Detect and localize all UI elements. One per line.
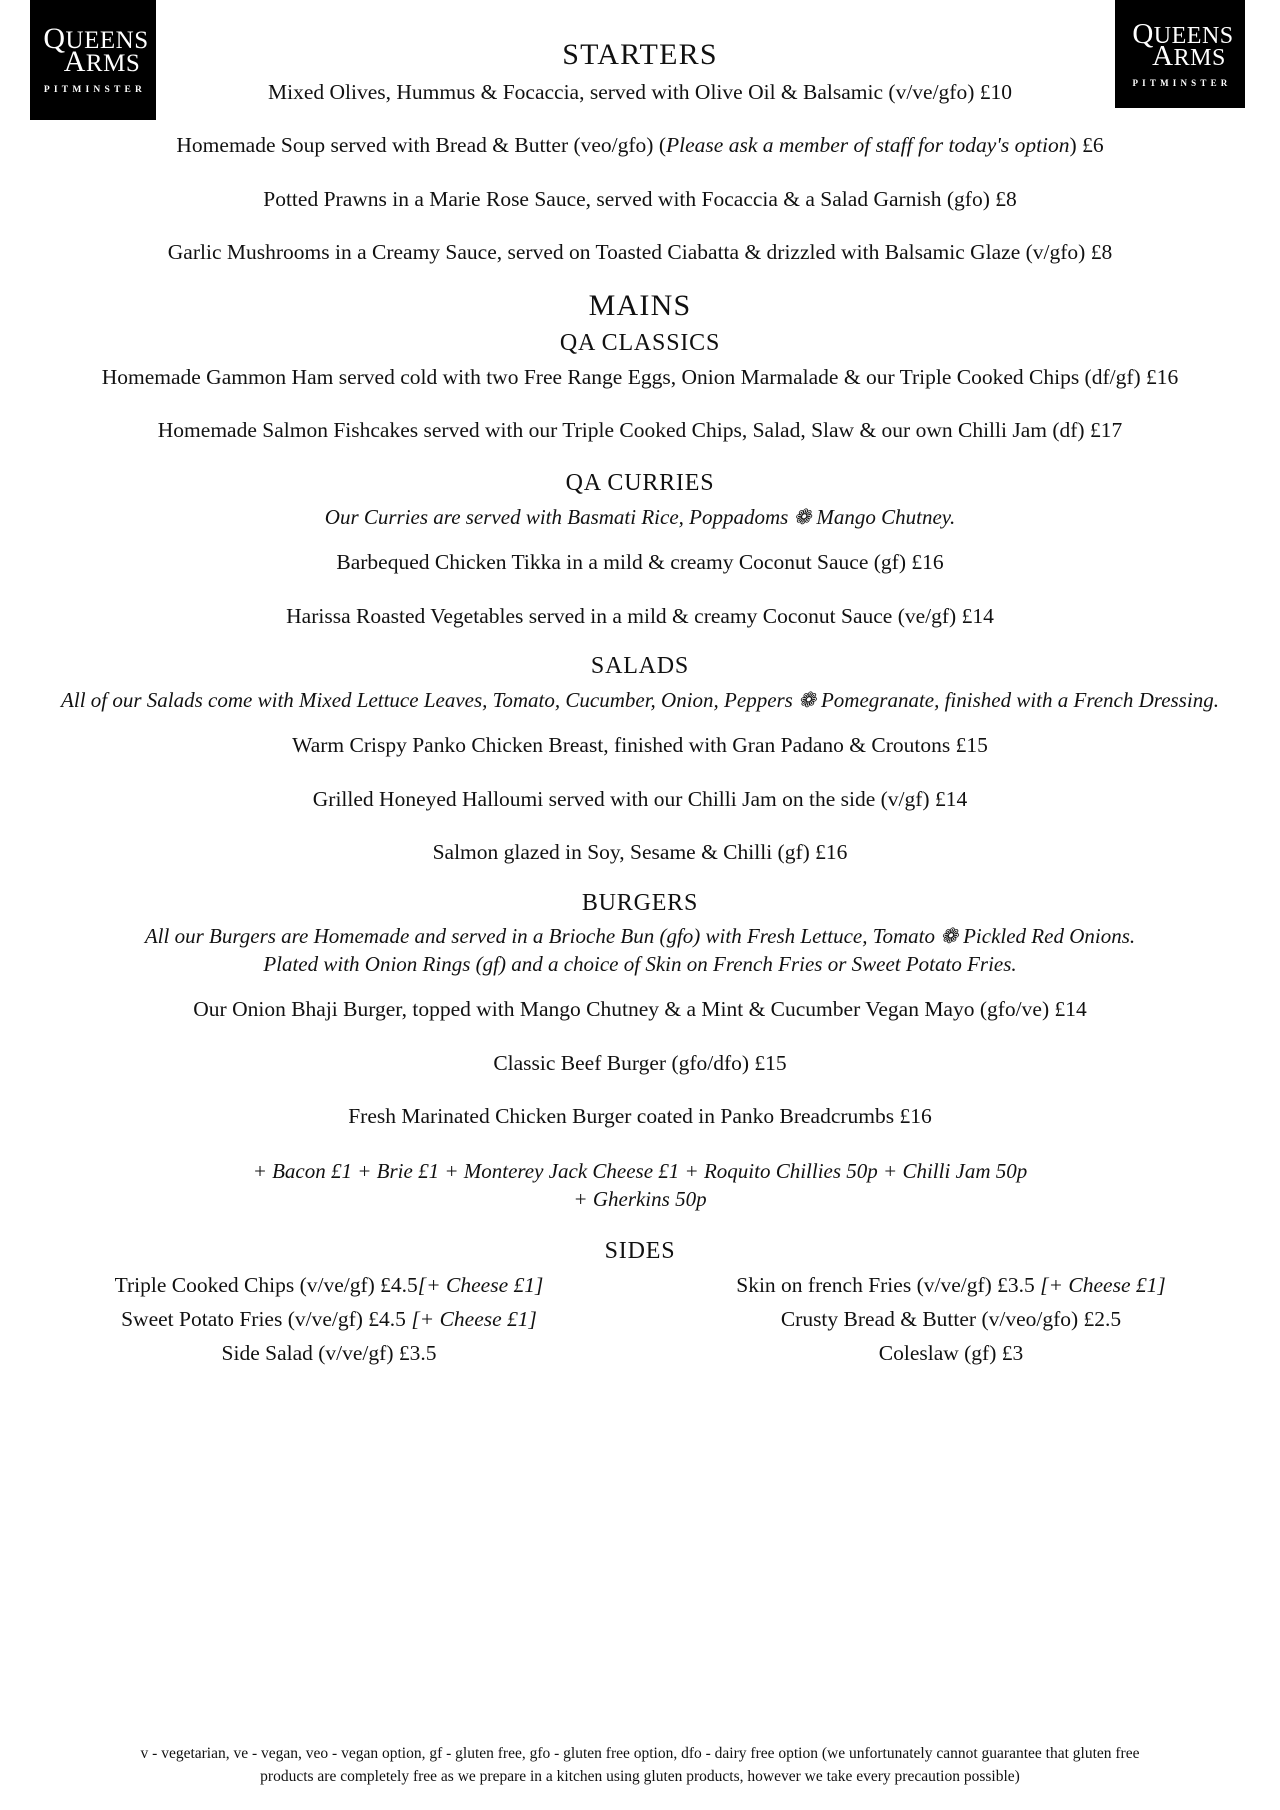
allergen-disclaimer-line2: products are completely free as we prepare in a kitchen using gluten products, however we take every precaution possible) [260, 1767, 1020, 1785]
menu-item: Our Onion Bhaji Burger, topped with Mango Chutney & a Mint & Cucumber Vegan Mayo (gfo/ve) £14 [193, 997, 1087, 1022]
side-item-label: Sweet Potato Fries (v/ve/gf) £4.5 [121, 1307, 412, 1332]
logo-letter-q: Q [43, 22, 66, 56]
subsection-description-curries: Our Curries are served with Basmati Rice, Poppadoms ❁ Mango Chutney. [324, 504, 956, 529]
side-item [18, 1340, 640, 1368]
side-item-label: Triple Cooked Chips (v/ve/gf) £4.5 [114, 1273, 418, 1298]
subsection-heading-qa-classics: QA CLASSICS [559, 330, 721, 357]
side-item [18, 1306, 640, 1334]
menu-item: Fresh Marinated Chicken Burger coated in Panko Breadcrumbs £16 [348, 1104, 932, 1129]
logo-subtitle: PITMINSTER [1132, 78, 1232, 88]
menu-item: Barbequed Chicken Tikka in a mild & creamy Coconut Sauce (gf) £16 [336, 549, 944, 574]
soup-text-prefix: Homemade Soup served with Bread & Butter (veo/gfo) ( [176, 133, 667, 158]
menu-item: Harissa Roasted Vegetables served in a mild & creamy Coconut Sauce (ve/gf) £14 [286, 603, 994, 628]
section-heading-mains: MAINS [588, 288, 692, 322]
subsection-description-salads: All of our Salads come with Mixed Lettuce Leaves, Tomato, Cucumber, Onion, Peppers ❁ Pomegranate, finished with a French Dressing. [61, 687, 1219, 712]
section-heading-starters: STARTERS [562, 38, 718, 71]
menu-item: Grilled Honeyed Halloumi served with our Chilli Jam on the side (v/gf) £14 [312, 786, 968, 811]
menu-item: Potted Prawns in a Marie Rose Sauce, served with Focaccia & a Salad Garnish (gfo) £8 [263, 186, 1017, 211]
logo-queens-rest: UEENS [1153, 23, 1234, 49]
burger-addons-line1: + Bacon £1 + Brie £1 + Monterey Jack Cheese £1 + Roquito Chillies 50p + Chilli Jam 50p [252, 1158, 1028, 1183]
subsection-description-burgers-line2: Plated with Onion Rings (gf) and a choice of Skin on French Fries or Sweet Potato Fries. [263, 951, 1017, 976]
menu-item: Homemade Salmon Fishcakes served with our Triple Cooked Chips, Salad, Slaw & our own Chilli Jam (df) £17 [157, 418, 1123, 443]
side-item-label: Coleslaw (gf) £3 [878, 1340, 1024, 1365]
logo-letter-q: Q [1132, 18, 1154, 50]
subsection-heading-qa-curries: QA CURRIES [565, 469, 715, 496]
subsection-description-burgers-line1: All our Burgers are Homemade and served in a Brioche Bun (gfo) with Fresh Lettuce, Tomato ❁ Pickled Red Onions. [144, 924, 1136, 949]
menu-item: Salmon glazed in Soy, Sesame & Chilli (gf) £16 [432, 840, 848, 865]
burger-addons-line2: + Gherkins 50p [573, 1186, 707, 1211]
side-item-extra: [+ Cheese £1] [411, 1307, 537, 1332]
soup-text-suffix: ) £6 [1069, 133, 1104, 158]
logo-arms-rest: RMS [85, 50, 141, 78]
allergen-disclaimer [0, 1742, 1280, 1789]
logo-letter-a: A [1152, 40, 1174, 72]
side-item [640, 1340, 1262, 1368]
section-heading-sides: SIDES [604, 1238, 676, 1265]
menu-item: Warm Crispy Panko Chicken Breast, finished with Gran Padano & Croutons £15 [292, 733, 988, 758]
subsection-heading-salads: SALADS [590, 653, 690, 680]
menu-item: Mixed Olives, Hummus & Focaccia, served with Olive Oil & Balsamic (v/ve/gfo) £10 [268, 79, 1012, 104]
side-item-label: Crusty Bread & Butter (v/veo/gfo) £2.5 [780, 1307, 1122, 1332]
allergen-disclaimer-line1: v - vegetarian, ve - vegan, veo - vegan option, gf - gluten free, gfo - gluten free option, dfo - dairy free option (we unfortunately cannot guarantee that gluten free [140, 1744, 1140, 1762]
side-item-label: Side Salad (v/ve/gf) £3.5 [221, 1340, 437, 1365]
menu-item: Classic Beef Burger (gfo/dfo) £15 [493, 1050, 787, 1075]
sides-grid [0, 1272, 1280, 1368]
logo-queens-rest: UEENS [65, 27, 149, 55]
side-item-extra: [+ Cheese £1] [417, 1273, 544, 1298]
soup-text-italic: Please ask a member of staff for today's option [666, 133, 1070, 158]
side-item [18, 1272, 640, 1300]
logo-letter-a: A [63, 45, 86, 79]
side-item [640, 1306, 1262, 1334]
side-item-label: Skin on french Fries (v/ve/gf) £3.5 [736, 1273, 1041, 1298]
menu-item: Homemade Gammon Ham served cold with two Free Range Eggs, Onion Marmalade & our Triple Cooked Chips (df/gf) £16 [101, 364, 1179, 389]
menu-item: Garlic Mushrooms in a Creamy Sauce, served on Toasted Ciabatta & drizzled with Balsamic Glaze (v/gfo) £8 [167, 240, 1113, 265]
side-item-extra: [+ Cheese £1] [1040, 1273, 1166, 1298]
side-item [640, 1272, 1262, 1300]
logo-arms-rest: RMS [1173, 45, 1226, 71]
subsection-heading-burgers: BURGERS [581, 889, 699, 916]
menu-item-soup [0, 132, 1280, 160]
logo-subtitle: PITMINSTER [43, 85, 147, 96]
